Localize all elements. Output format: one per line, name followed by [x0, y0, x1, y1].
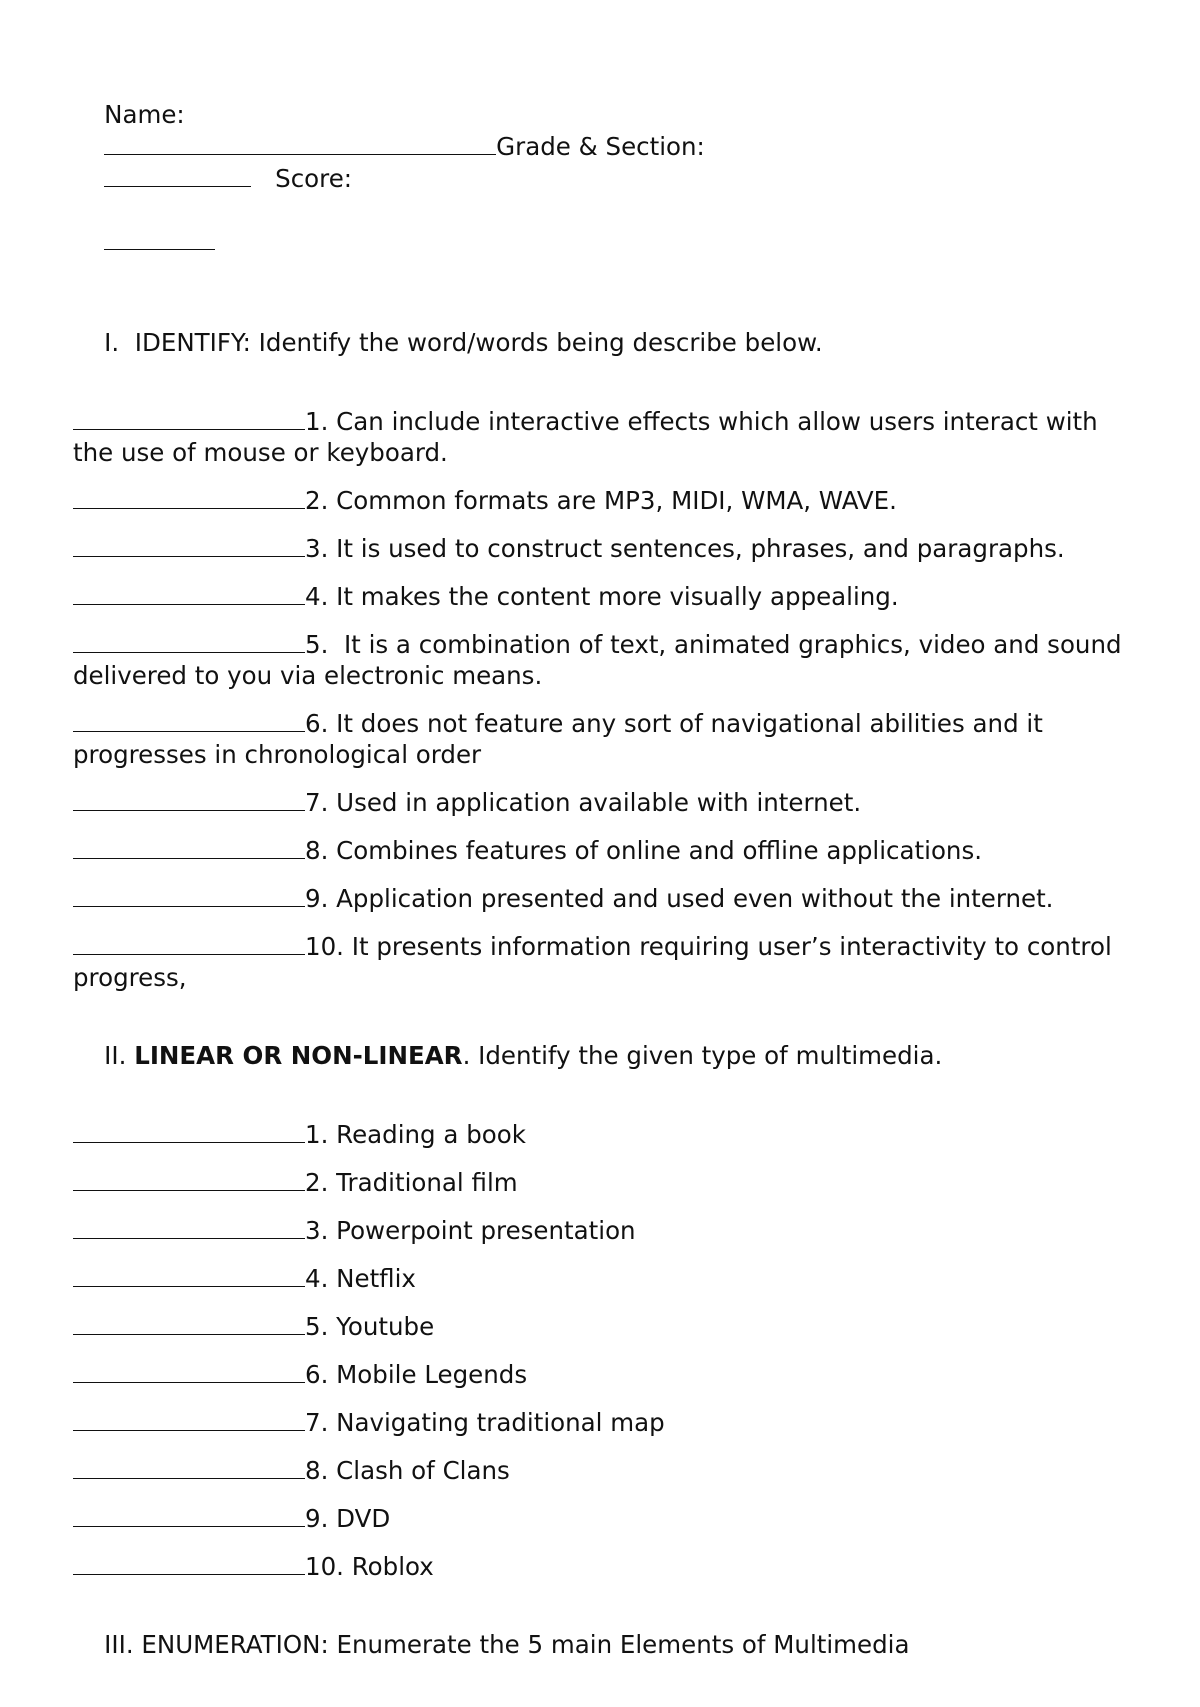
answer-blank[interactable] [73, 1454, 305, 1479]
part1-numeral: I. [104, 328, 120, 357]
question-text: 2. Common formats are MP3, MIDI, WMA, WAVE. [305, 486, 897, 515]
question-text: 3. It is used to construct sentences, phrases, and paragraphs. [305, 534, 1065, 563]
question-item [73, 580, 1133, 612]
question-text: 5. Youtube [305, 1312, 435, 1341]
answer-blank[interactable] [73, 1502, 305, 1527]
part2-title-rest: . Identify the given type of multimedia. [462, 1041, 943, 1070]
part3-title: III. ENUMERATION: Enumerate the 5 main Elements of Multimedia [104, 1630, 910, 1659]
question-text: 7. Navigating traditional map [305, 1408, 665, 1437]
question-item [73, 930, 1133, 993]
question-item [73, 1214, 1133, 1246]
question-item [73, 532, 1133, 564]
question-text: 2. Traditional film [305, 1168, 518, 1197]
answer-blank[interactable] [73, 707, 305, 732]
question-item [73, 834, 1133, 866]
question-text: 9. Application presented and used even without the internet. [305, 884, 1054, 913]
question-text: 9. DVD [305, 1504, 391, 1533]
part2-title-bold: LINEAR OR NON-LINEAR [134, 1041, 463, 1070]
question-text: 5. It is a combination of text, animated graphics, video and sound delivered to you via electronic means. [73, 630, 1130, 690]
question-item [73, 1550, 1133, 1582]
answer-blank[interactable] [73, 1310, 305, 1335]
part1-list [73, 405, 1133, 993]
score-label: Score: [275, 164, 353, 193]
part2-heading [73, 1009, 1133, 1102]
name-label: Name: [104, 100, 185, 129]
name-blank[interactable] [104, 130, 496, 155]
answer-blank[interactable] [73, 1118, 305, 1143]
part3-heading [73, 1598, 1133, 1691]
question-text: 8. Clash of Clans [305, 1456, 510, 1485]
worksheet-page [73, 68, 1133, 1707]
question-item [73, 1454, 1133, 1486]
question-item [73, 1358, 1133, 1390]
question-text: 4. Netflix [305, 1264, 416, 1293]
question-item [73, 484, 1133, 516]
part2-numeral: II. [104, 1041, 127, 1070]
answer-blank[interactable] [73, 1214, 305, 1239]
answer-blank[interactable] [73, 882, 305, 907]
answer-blank[interactable] [73, 580, 305, 605]
question-item [73, 707, 1133, 770]
grade-section-blank[interactable] [104, 162, 251, 187]
question-item [73, 1166, 1133, 1198]
part1-title: IDENTIFY: Identify the word/words being describe below. [134, 328, 823, 357]
question-text: 10. It presents information requiring user’s interactivity to control progress, [73, 932, 1120, 992]
answer-blank[interactable] [73, 1406, 305, 1431]
answer-blank[interactable] [73, 405, 305, 430]
question-text: 8. Combines features of online and offline applications. [305, 836, 983, 865]
part2-list [73, 1118, 1133, 1582]
grade-label: Grade & Section: [496, 132, 705, 161]
question-text: 3. Powerpoint presentation [305, 1216, 636, 1245]
part1-heading [73, 296, 1133, 389]
question-text: 6. Mobile Legends [305, 1360, 528, 1389]
answer-blank[interactable] [73, 1262, 305, 1287]
question-item [73, 1406, 1133, 1438]
question-item [73, 405, 1133, 468]
question-item [73, 786, 1133, 818]
question-text: 1. Reading a book [305, 1120, 526, 1149]
score-blank[interactable] [104, 225, 215, 250]
answer-blank[interactable] [73, 628, 305, 653]
question-item [73, 1262, 1133, 1294]
answer-blank[interactable] [73, 786, 305, 811]
question-text: 10. Roblox [305, 1552, 434, 1581]
question-text: 6. It does not feature any sort of navigational abilities and it progresses in chronological order [73, 709, 1051, 769]
answer-blank[interactable] [73, 834, 305, 859]
answer-blank[interactable] [73, 532, 305, 557]
question-text: 7. Used in application available with internet. [305, 788, 862, 817]
question-item [73, 882, 1133, 914]
answer-blank[interactable] [73, 1166, 305, 1191]
question-text: 1. Can include interactive effects which allow users interact with the use of mouse or keyboard. [73, 407, 1106, 467]
answer-blank[interactable] [73, 484, 305, 509]
header-line [73, 68, 1133, 288]
question-item [73, 1118, 1133, 1150]
question-item [73, 628, 1133, 691]
question-item [73, 1310, 1133, 1342]
answer-blank[interactable] [73, 930, 305, 955]
answer-blank[interactable] [73, 1550, 305, 1575]
question-text: 4. It makes the content more visually appealing. [305, 582, 899, 611]
answer-blank[interactable] [73, 1358, 305, 1383]
question-item [73, 1502, 1133, 1534]
